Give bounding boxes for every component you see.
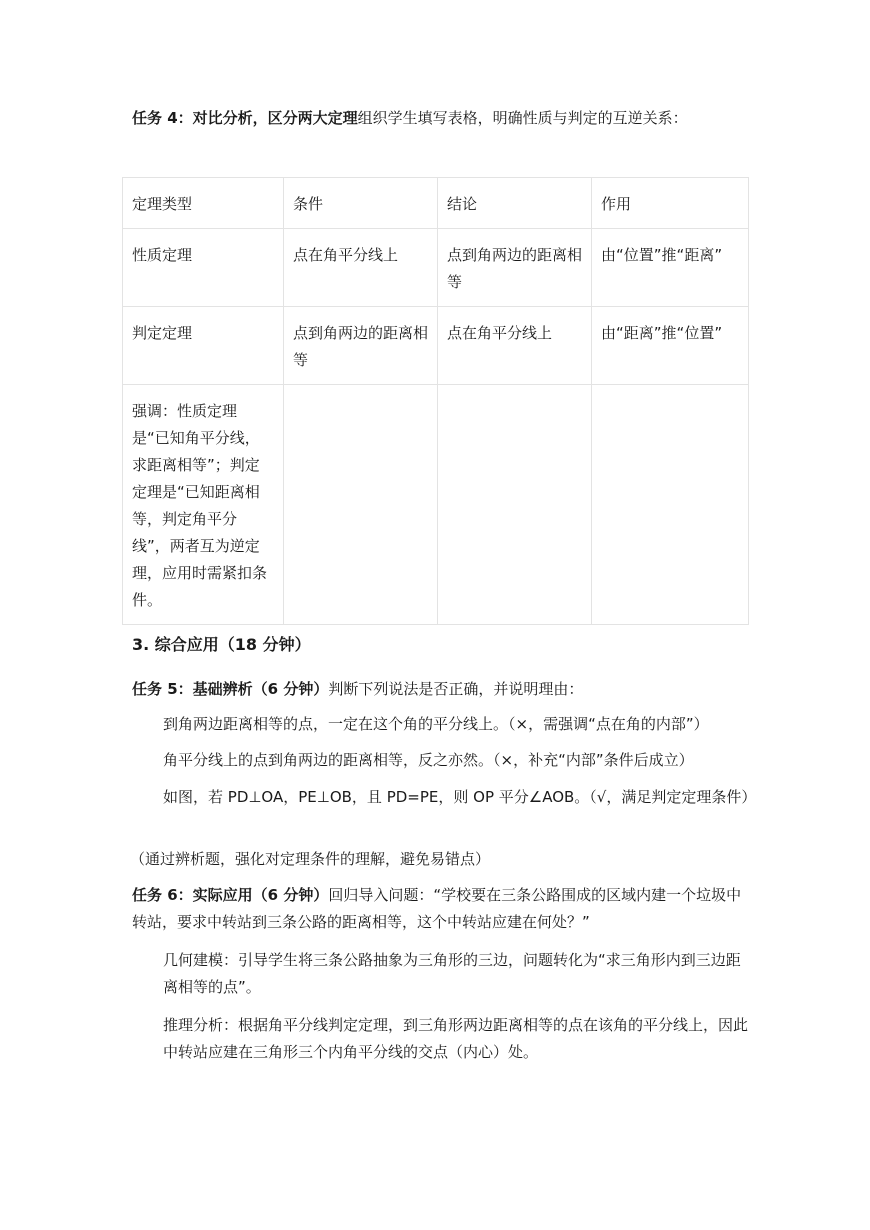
table-header-row — [123, 178, 749, 229]
table-header-cell: 条件 — [284, 178, 438, 229]
task6-paragraph — [132, 882, 752, 936]
task4-text: 组织学生填写表格，明确性质与判定的互逆关系： — [357, 109, 688, 127]
table-header-cell: 作用 — [592, 178, 749, 229]
table-header-cell: 定理类型 — [123, 178, 284, 229]
table-cell: 性质定理 — [123, 229, 284, 307]
table-cell: 点到角两边的距离相等 — [438, 229, 592, 307]
task4-paragraph — [132, 105, 752, 132]
table-cell: 点到角两边的距离相等 — [284, 307, 438, 385]
task4-label: 任务 4：对比分析，区分两大定理 — [132, 109, 358, 127]
table-emphasis-cell: 强调：性质定理是“已知角平分线，求距离相等”；判定定理是“已知距离相等，判定角平分线”，两者互为逆定理，应用时需紧扣条件。 — [123, 385, 284, 625]
table-cell — [438, 385, 592, 625]
table-cell: 判定定理 — [123, 307, 284, 385]
table-row — [123, 307, 749, 385]
task6-item: 几何建模：引导学生将三条公路抽象为三角形的三边，问题转化为“求三角形内到三边距离相等的点”。 — [163, 951, 741, 996]
task6-label: 任务 6：实际应用（6 分钟） — [132, 886, 329, 904]
task5-item: 角平分线上的点到角两边的距离相等，反之亦然。（×，补充“内部”条件后成立） — [163, 751, 694, 769]
task5-item: 如图，若 PD⊥OA，PE⊥OB，且 PD=PE，则 OP 平分∠AOB。（√，满足判定定理条件） — [163, 788, 757, 806]
table-cell: 点在角平分线上 — [284, 229, 438, 307]
table-row — [123, 229, 749, 307]
table-cell — [284, 385, 438, 625]
task5-text: 判断下列说法是否正确，并说明理由： — [328, 680, 584, 698]
table-cell — [592, 385, 749, 625]
task5-label: 任务 5：基础辨析（6 分钟） — [132, 680, 329, 698]
task5-paragraph — [132, 676, 752, 703]
task6-text: 回归导入问题：“学校要在三条公路围成的区域内建一个垃圾中转站，要求中转站到三条公路的距离相等，这个中转站应建在何处？” — [132, 886, 742, 931]
table-row — [123, 385, 749, 625]
table-cell: 点在角平分线上 — [438, 307, 592, 385]
task6-item: 推理分析：根据角平分线判定定理，到三角形两边距离相等的点在该角的平分线上，因此中转站应建在三角形三个内角平分线的交点（内心）处。 — [163, 1016, 749, 1061]
table-cell: 由“距离”推“位置” — [592, 307, 749, 385]
task5-item: 到角两边距离相等的点，一定在这个角的平分线上。（×，需强调“点在角的内部”） — [163, 715, 709, 733]
theorem-comparison-table — [122, 177, 749, 625]
table-cell: 由“位置”推“距离” — [592, 229, 749, 307]
table-header-cell: 结论 — [438, 178, 592, 229]
section-3-heading: 3. 综合应用（18 分钟） — [132, 635, 311, 654]
task5-note: （通过辨析题，强化对定理条件的理解，避免易错点） — [130, 850, 491, 868]
